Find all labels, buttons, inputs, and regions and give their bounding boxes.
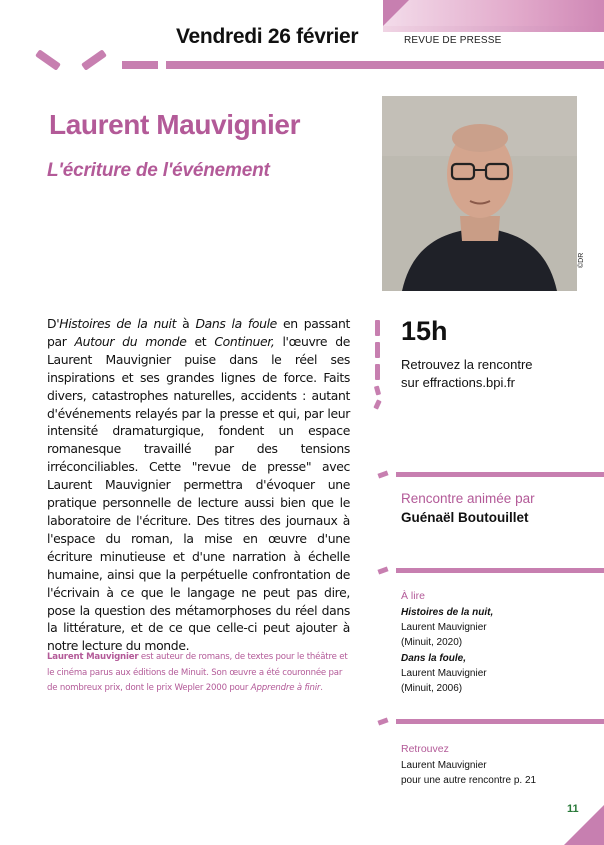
again-author: Laurent Mauvignier xyxy=(401,760,487,771)
reading-book-publisher: (Minuit, 2020) xyxy=(401,637,463,649)
bio-text: est auteur de romans, de textes pour le théâtre et le cinéma parus aux éditions de Minuit. Son œuvre a été couronnée par de nombreux prix, dont le prix Wepler 2000 pour xyxy=(47,652,348,693)
reading-list xyxy=(401,605,493,696)
reading-book-title: Dans la foule, xyxy=(401,652,467,664)
host-name: Guénaël Boutouillet xyxy=(401,510,529,525)
vertical-dash xyxy=(375,320,380,336)
host-label: Rencontre animée par xyxy=(401,491,535,506)
author-photo xyxy=(382,96,577,291)
event-online-link[interactable]: sur effractions.bpi.fr xyxy=(401,375,515,390)
again-text: pour une autre rencontre p. 21 xyxy=(401,775,537,787)
body-text-run: D' xyxy=(47,316,60,331)
portrait-illustration xyxy=(382,96,577,291)
rule-slash xyxy=(377,717,388,725)
reading-book-title: Histoires de la nuit, xyxy=(401,607,494,618)
header-gradient-band xyxy=(383,0,604,26)
event-online-note xyxy=(401,356,533,392)
header-rule-segment-2 xyxy=(166,61,604,69)
bio-text-end: . xyxy=(320,683,323,693)
article-subtitle: L'écriture de l'événement xyxy=(47,160,270,181)
bio-author-name: Laurent Mauvignier xyxy=(47,652,139,662)
vertical-dash xyxy=(373,399,381,409)
body-text-run: à xyxy=(176,316,196,331)
reading-book-author: Laurent Mauvignier xyxy=(401,667,487,679)
photo-credit: ©DR xyxy=(578,252,585,268)
header-rule-segment-1 xyxy=(122,61,158,69)
section-label: REVUE DE PRESSE xyxy=(404,35,502,46)
header-corner-triangle xyxy=(383,0,409,26)
rule-slash xyxy=(377,470,388,478)
bio-book-title: Apprendre à finir xyxy=(250,683,321,693)
header-underline-bar xyxy=(383,26,604,32)
article-body xyxy=(47,315,350,655)
header-slash-2 xyxy=(81,49,107,70)
again-label: Retrouvez xyxy=(401,743,449,755)
event-date: Vendredi 26 février xyxy=(176,25,359,48)
section-rule xyxy=(396,719,604,724)
book-title: Histoires de la nuit xyxy=(59,316,177,331)
body-text-run: et xyxy=(186,333,215,349)
vertical-dash xyxy=(374,386,381,396)
event-time: 15h xyxy=(401,316,448,346)
again-info xyxy=(401,758,536,788)
reading-book-author: Laurent Mauvignier xyxy=(401,622,487,634)
vertical-dash xyxy=(375,364,380,380)
section-rule xyxy=(396,472,604,477)
body-text-run: l'œuvre de Laurent Mauvignier puise dans le réel ses inspirations et ses grandes lignes de force. Faits divers, catastrophes naturelles, accidents : autant d'événements relayés par la presse et qui, par leur intensité dramaturgique, fondent un espace romanesque travaillé par des tensions irréconciliables. Cette "revue de presse" avec Laurent Mauvignier permettra d'évoquer une pratique personnelle de lecture aussi bien que le laboratoire de l'écriture. Des titres des journaux à l'espace du roman, la mise en œuvre d'une écriture minutieuse et d'une narration à échelle humaine, ainsi que la perpétuelle confrontation de l'écrivain à ce que le langage ne peut pas dire, pose la question des métamorphoses du réel dans la littérature, et de ce que celle-ci peut ajouter à notre lecture du monde. xyxy=(47,333,350,654)
book-title: Autour du monde xyxy=(74,333,187,349)
header-slash-1 xyxy=(35,49,61,70)
reading-label: À lire xyxy=(401,590,425,602)
book-title: Continuer, xyxy=(214,333,275,349)
rule-slash xyxy=(377,566,388,574)
author-name-heading: Laurent Mauvignier xyxy=(49,109,301,140)
book-title: Dans la foule xyxy=(195,316,277,331)
page-number: 11 xyxy=(567,803,579,815)
vertical-dash xyxy=(375,342,380,358)
body-text-run: en passant par xyxy=(47,316,350,349)
section-rule xyxy=(396,568,604,573)
author-bio xyxy=(47,650,350,697)
event-online-note-line1: Retrouvez la rencontre xyxy=(401,357,533,372)
reading-book-publisher: (Minuit, 2006) xyxy=(401,683,463,695)
